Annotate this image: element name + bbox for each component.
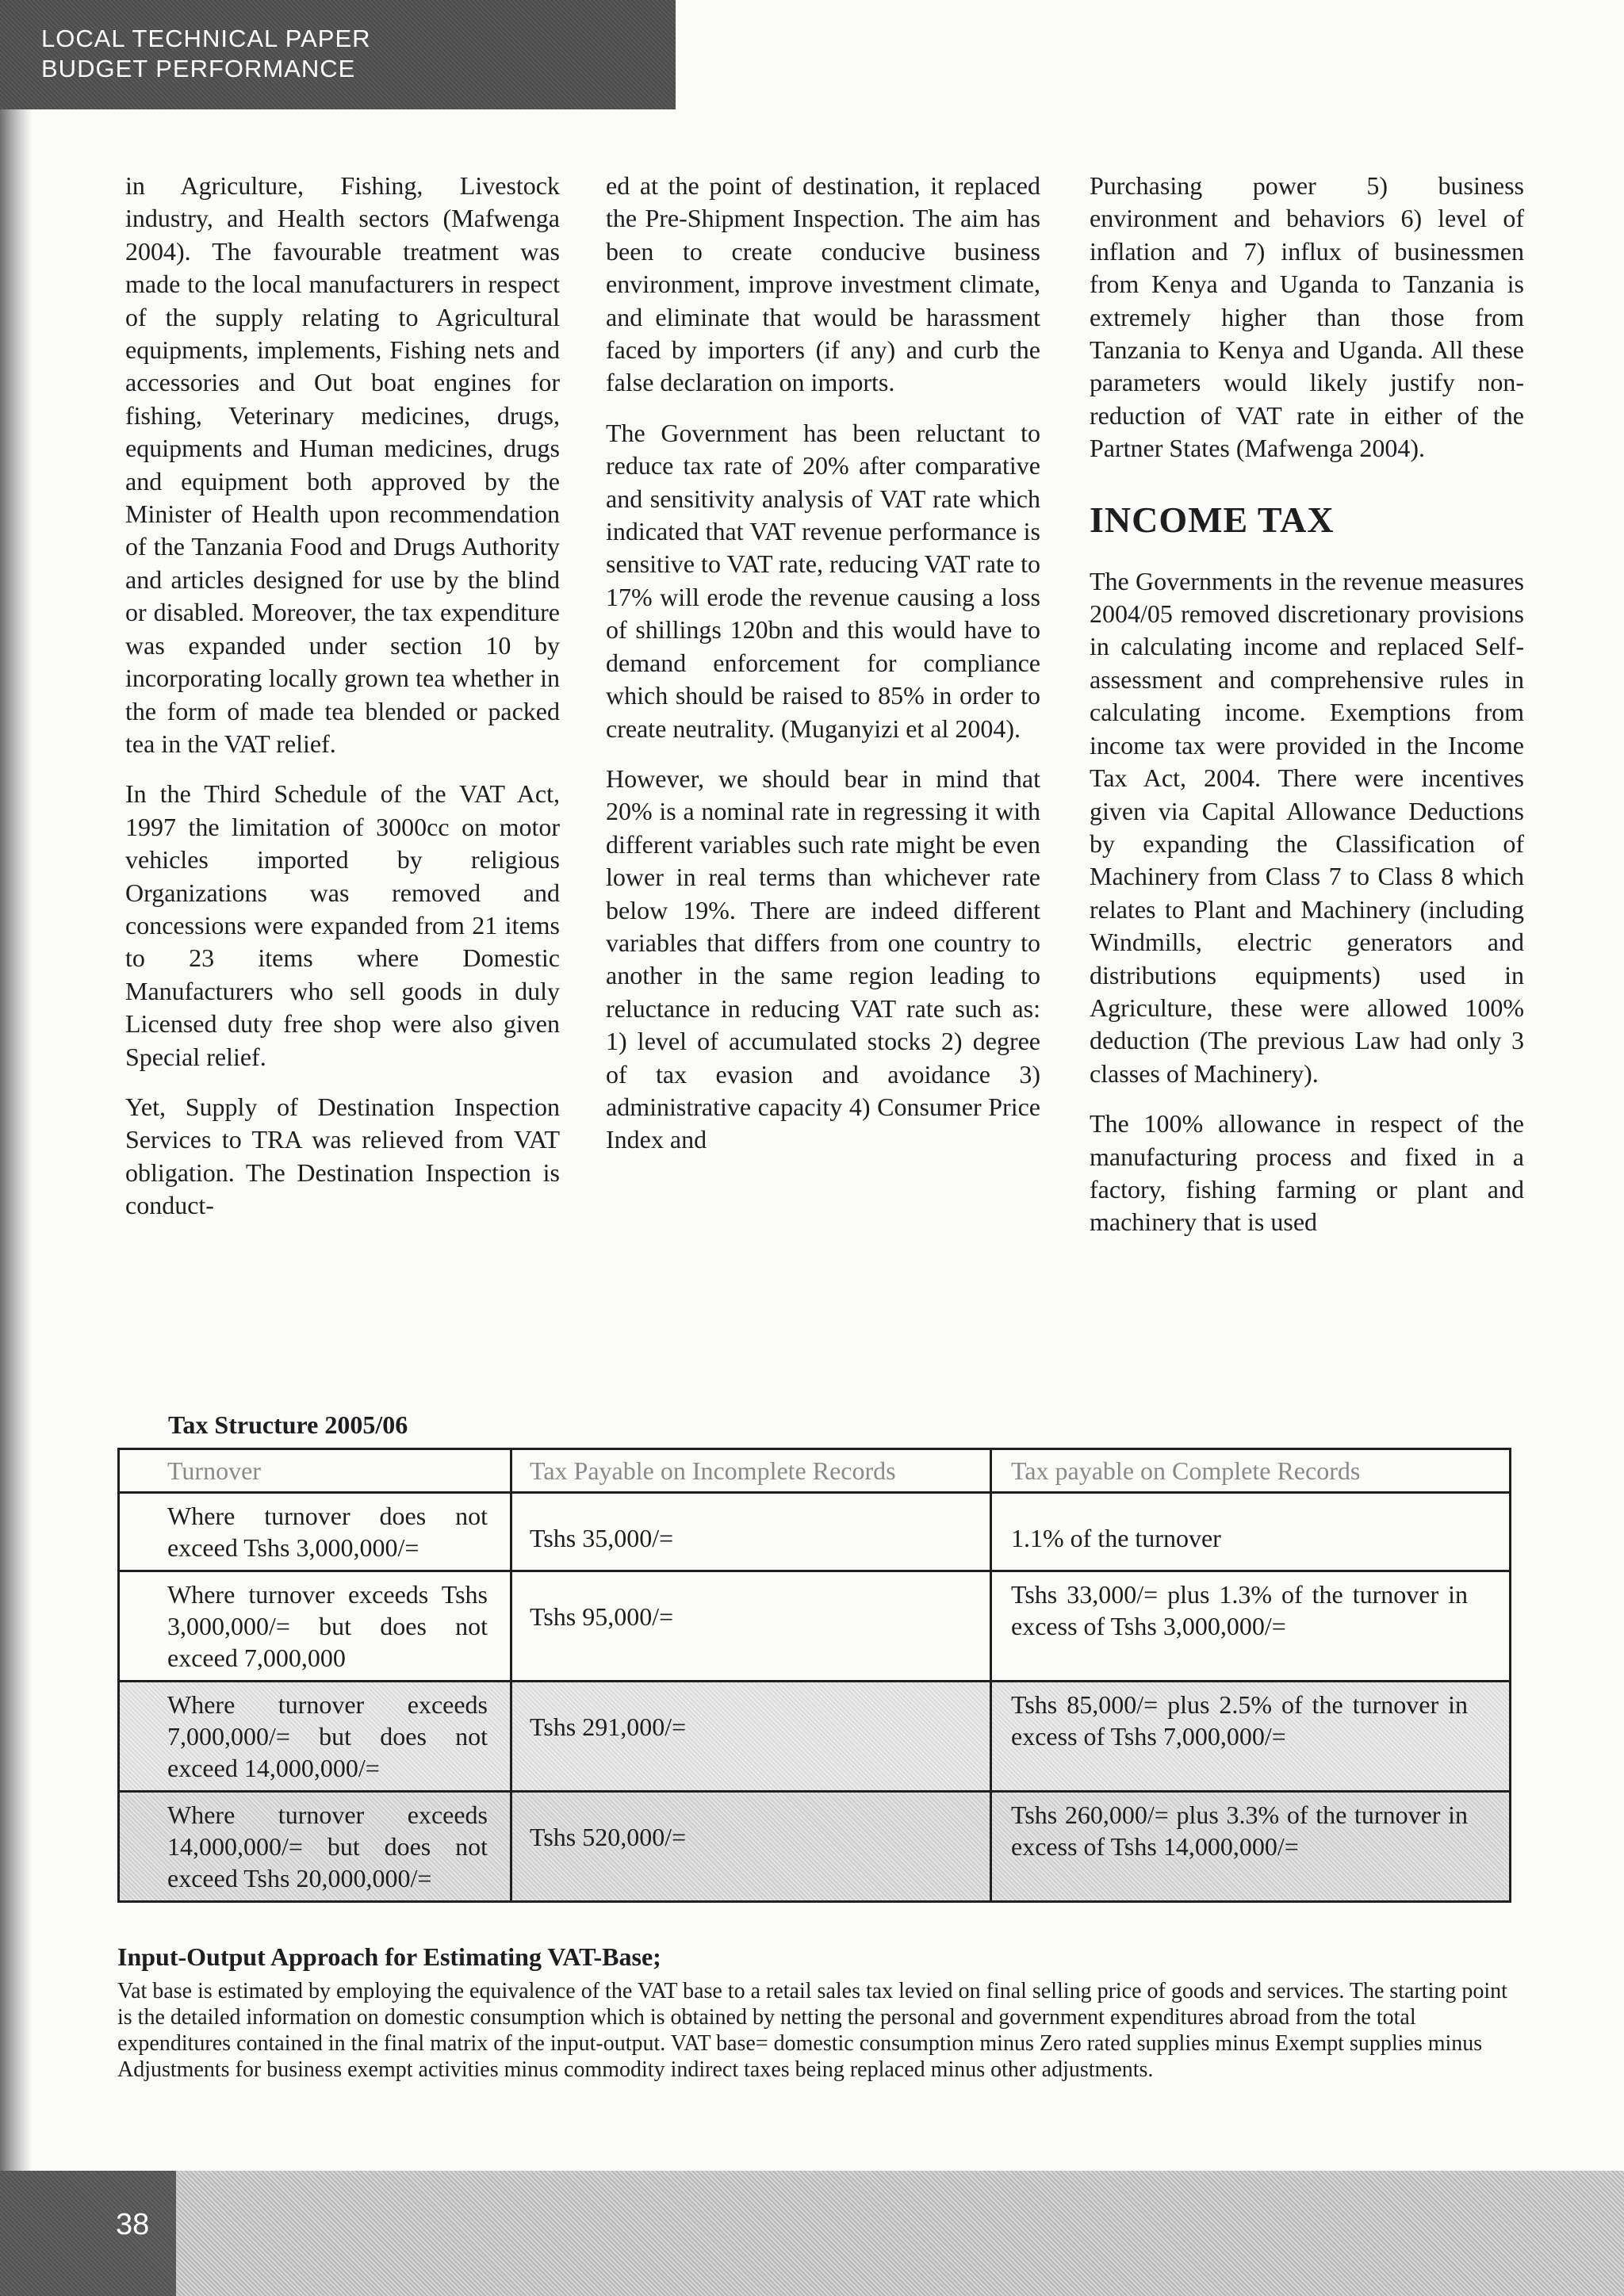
table-row	[119, 1571, 1511, 1682]
paragraph: The Governments in the revenue measures 2004/05 removed discretionary provisions in calculating income and replaced Self-assessment and comprehensive rules in calculating income. Exemptions from income tax were provided in the Income Tax Act, 2004. There were incentives given via Capital Allowance Deductions by expanding the Classification of Machinery from Class 7 to Class 8 which relates to Plant and Machinery (including Windmills, electric generators and distributions equipments) used in Agriculture, these were allowed 100% deduction (The previous Law had only 3 classes of Machinery).	[1090, 566, 1524, 1088]
text-column-1	[125, 170, 560, 1240]
paragraph: However, we should bear in mind that 20% is a nominal rate in regressing it with different variables such rate might be even lower in real terms than whichever rate below 19%. There are indeed different variables that differs from one country to another in the same region leading to reluctance in reducing VAT rate such as: 1) level of accumulated stocks 2) degree of tax evasion and avoidance 3) administrative capacity 4) Consumer Price Index and	[606, 763, 1040, 1154]
header-incomplete-records: Tax Payable on Incomplete Records	[511, 1449, 991, 1493]
paragraph: Yet, Supply of Destination Inspection Services to TRA was relieved from VAT obligation. The Destination Inspection is conduct-	[125, 1092, 560, 1220]
text-column-2	[606, 170, 1040, 1174]
complete-tax-cell: Tshs 33,000/= plus 1.3% of the turnover in excess of Tshs 3,000,000/=	[991, 1571, 1511, 1682]
tax-structure-table	[117, 1448, 1511, 1903]
footer-banner	[0, 2171, 1624, 2296]
header-banner	[0, 0, 676, 109]
incomplete-tax-cell: Tshs 95,000/=	[511, 1571, 991, 1682]
paragraph: Purchasing power 5) business environment and behaviors 6) level of inflation and 7) influx of businessmen from Kenya and Uganda to Tanzania is extremely higher than those from Tanzania to Kenya and Uganda. All these parameters would likely justify non-reduction of VAT rate in either of the Partner States (Mafwenga 2004).	[1090, 171, 1524, 463]
page-number: 38	[116, 2208, 150, 2241]
input-output-heading: Input-Output Approach for Estimating VAT-Base;	[117, 1942, 661, 1971]
header-title	[41, 24, 371, 84]
turnover-cell: Where turnover exceeds 14,000,000/= but does not exceed Tshs 20,000,000/=	[119, 1792, 511, 1902]
table-header-row	[119, 1449, 1511, 1493]
header-line-2: BUDGET PERFORMANCE	[41, 55, 356, 82]
header-complete-records: Tax payable on Complete Records	[991, 1449, 1511, 1493]
table-row	[119, 1682, 1511, 1792]
text-column-3	[1090, 170, 1524, 1257]
incomplete-tax-cell: Tshs 291,000/=	[511, 1682, 991, 1792]
complete-tax-cell: Tshs 85,000/= plus 2.5% of the turnover in excess of Tshs 7,000,000/=	[991, 1682, 1511, 1792]
turnover-cell: Where turnover does not exceed Tshs 3,000,000/=	[119, 1493, 511, 1571]
table-row	[119, 1792, 1511, 1902]
input-output-paragraph: Vat base is estimated by employing the equivalence of the VAT base to a retail sales tax levied on final selling price of goods and services. The starting point is the detailed information on domestic consumption which is obtained by netting the personal and government expenditures abroad from the total expenditures contained in the final matrix of the input-output. VAT base= domestic consumption minus Zero rated supplies minus Exempt supplies minus Adjustments for business exempt activities minus commodity indirect taxes being replaced minus other adjustments.	[117, 1979, 1507, 2082]
incomplete-tax-cell: Tshs 520,000/=	[511, 1792, 991, 1902]
complete-tax-cell: 1.1% of the turnover	[991, 1493, 1511, 1571]
paragraph: In the Third Schedule of the VAT Act, 1997 the limitation of 3000cc on motor vehicles imported by religious Organizations was removed and concessions were expanded from 21 items to 23 items where Domestic Manufacturers who sell goods in duly Licensed duty free shop were also given Special relief.	[125, 779, 560, 1071]
turnover-cell: Where turnover exceeds 7,000,000/= but does not exceed 14,000,000/=	[119, 1682, 511, 1792]
header-line-1: LOCAL TECHNICAL PAPER	[41, 25, 371, 52]
incomplete-tax-cell: Tshs 35,000/=	[511, 1493, 991, 1571]
paragraph: ed at the point of destination, it replaced the Pre-Shipment Inspection. The aim has been to create conducive business environment, improve investment climate, and eliminate that would be harassment faced by importers (if any) and curb the false declaration on imports.	[606, 171, 1040, 397]
paragraph: The Government has been reluctant to reduce tax rate of 20% after comparative and sensitivity analysis of VAT rate which indicated that VAT revenue performance is sensitive to VAT rate, reducing VAT rate to 17% will erode the revenue causing a loss of shillings 120bn and this would have to demand enforcement for compliance which should be raised to 85% in order to create neutrality. (Muganyizi et al 2004).	[606, 418, 1040, 743]
binding-shadow	[0, 0, 32, 2296]
table-row	[119, 1493, 1511, 1571]
complete-tax-cell: Tshs 260,000/= plus 3.3% of the turnover in excess of Tshs 14,000,000/=	[991, 1792, 1511, 1902]
paragraph: in Agriculture, Fishing, Livestock industry, and Health sectors (Mafwenga 2004). The favourable treatment was made to the local manufacturers in respect of the supply relating to Agricultural equipments, implements, Fishing nets and accessories and Out boat engines for fishing, Veterinary medicines, drugs, equipments and Human medicines, drugs and equipment both approved by the Minister of Health upon recommendation of the Tanzania Food and Drugs Authority and articles designed for use by the blind or disabled. Moreover, the tax expenditure was expanded under section 10 by incorporating locally grown tea whether in the form of made tea blended or packed tea in the VAT relief.	[125, 171, 560, 758]
paragraph: The 100% allowance in respect of the manufacturing process and fixed in a factory, fishing farming or plant and machinery that is used	[1090, 1109, 1524, 1237]
income-tax-heading: INCOME TAX	[1090, 499, 1335, 540]
page-number-box	[0, 2171, 176, 2296]
turnover-cell: Where turnover exceeds Tshs 3,000,000/= but does not exceed 7,000,000	[119, 1571, 511, 1682]
table-title: Tax Structure 2005/06	[168, 1410, 408, 1439]
header-turnover: Turnover	[119, 1449, 511, 1493]
